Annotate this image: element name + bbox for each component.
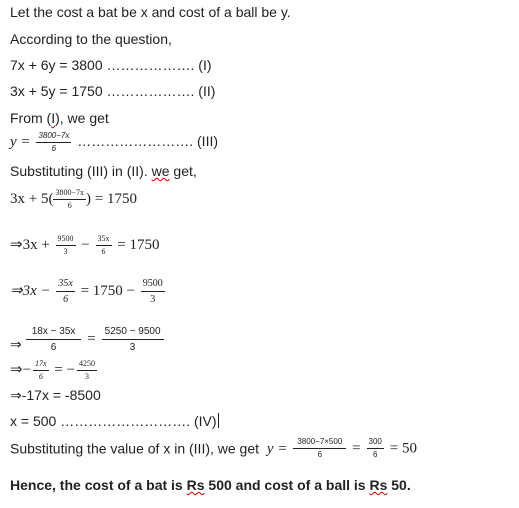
step4-eq: = − <box>54 361 76 378</box>
step1-f1-den: 3 <box>63 247 68 256</box>
final-rhs: = 50 <box>389 440 417 457</box>
step3-arrow: ⇒ <box>10 336 22 353</box>
equation-two: 3x + 5y = 1750 ………………. (II) <box>10 83 216 99</box>
step3-f2-den: 3 <box>129 342 136 353</box>
subst-suffix: get, <box>169 163 197 179</box>
step-five: ⇒-17x = -8500 <box>10 387 101 403</box>
step4-frac2 <box>77 359 97 382</box>
subst-prefix: Substituting (III) in (II). <box>10 163 152 179</box>
sub-num: 3800−7x <box>53 188 86 200</box>
eq3-den: 6 <box>51 144 57 153</box>
spell-mark-rs1: Rs <box>186 477 205 493</box>
step1-lhs: ⇒3x + <box>10 236 50 253</box>
spell-mark-we: we <box>151 163 170 179</box>
step3-f1-num: 18x − 35x <box>26 325 82 340</box>
step2-f2-den: 3 <box>150 294 156 305</box>
step-one <box>10 234 159 257</box>
equation-three <box>10 131 218 154</box>
step2-frac2 <box>141 277 165 306</box>
eq4-text: x = 500 ………………………. (IV) <box>10 413 217 429</box>
spell-mark: I <box>51 110 56 126</box>
step4-f2-num: 4250 <box>77 359 97 371</box>
from-prefix: From ( <box>10 110 52 126</box>
conclusion <box>10 477 411 493</box>
step1-rhs: = 1750 <box>117 236 160 253</box>
step1-frac1 <box>56 234 76 257</box>
from-suffix: ), we get <box>55 110 109 126</box>
sub-rhs: ) = 1750 <box>85 190 137 207</box>
line-assumption: Let the cost a bat be x and cost of a ball be y. <box>10 4 291 20</box>
step2-mid: = 1750 − <box>80 282 135 299</box>
step4-f1-den: 6 <box>38 372 43 381</box>
eq3-num: 3800−7x <box>36 131 71 143</box>
final-frac1 <box>293 437 346 460</box>
step4-frac1 <box>33 359 49 382</box>
step-four <box>10 359 99 382</box>
step1-f2-den: 6 <box>101 247 106 256</box>
equation-four <box>10 413 219 429</box>
sub-den: 6 <box>67 201 72 210</box>
line-according: According to the question, <box>10 31 172 47</box>
step4-lhs: ⇒− <box>10 361 32 378</box>
line-final-substitution <box>10 437 417 460</box>
spell-mark-rs2: Rs <box>369 477 388 493</box>
eq3-tag: ……………………. (III) <box>77 133 219 150</box>
step3-frac1 <box>26 325 82 354</box>
step2-f1-num: 35x <box>56 277 74 292</box>
conclusion-a: Hence, the cost of a bat is <box>10 477 187 493</box>
conclusion-b: 500 and cost of a ball is <box>204 477 370 493</box>
line-substituting <box>10 163 197 179</box>
step1-f1-num: 9500 <box>56 234 76 246</box>
step3-frac2 <box>102 325 164 354</box>
final-eq1: = <box>352 440 361 457</box>
step-three <box>10 325 166 354</box>
line-from-i <box>10 110 109 126</box>
final-f2-num: 300 <box>367 437 384 449</box>
eq3-lhs: y = <box>10 134 31 151</box>
final-f1-den: 6 <box>317 450 323 459</box>
step4-f2-den: 3 <box>85 372 90 381</box>
step-two <box>10 277 167 306</box>
step1-frac2 <box>96 234 112 257</box>
text-cursor <box>218 413 219 428</box>
sub-lhs: 3x + 5( <box>10 190 54 207</box>
step2-lhs: ⇒3x − <box>10 282 51 299</box>
equation-one: 7x + 6y = 3800 ………………. (I) <box>10 57 212 73</box>
equation-substituted <box>10 188 137 211</box>
step1-f2-num: 35x <box>96 234 112 246</box>
conclusion-c: 50. <box>387 477 411 493</box>
final-y: y = <box>266 440 288 457</box>
final-f1-num: 3800−7×500 <box>293 437 346 449</box>
step2-frac1 <box>56 277 74 306</box>
step3-f2-num: 5250 − 9500 <box>102 325 164 340</box>
step2-f1-den: 6 <box>63 294 69 305</box>
step4-f1-num: 17x <box>33 359 49 371</box>
step3-eq: = <box>87 331 96 348</box>
step1-minus: − <box>81 236 90 253</box>
step2-f2-num: 9500 <box>141 277 165 292</box>
eq3-fraction <box>36 131 71 154</box>
final-f2-den: 6 <box>372 450 378 459</box>
sub-fraction <box>53 188 86 211</box>
final-frac2 <box>367 437 384 460</box>
final-text: Substituting the value of x in (III), we get <box>10 440 260 457</box>
step3-f1-den: 6 <box>50 342 57 353</box>
